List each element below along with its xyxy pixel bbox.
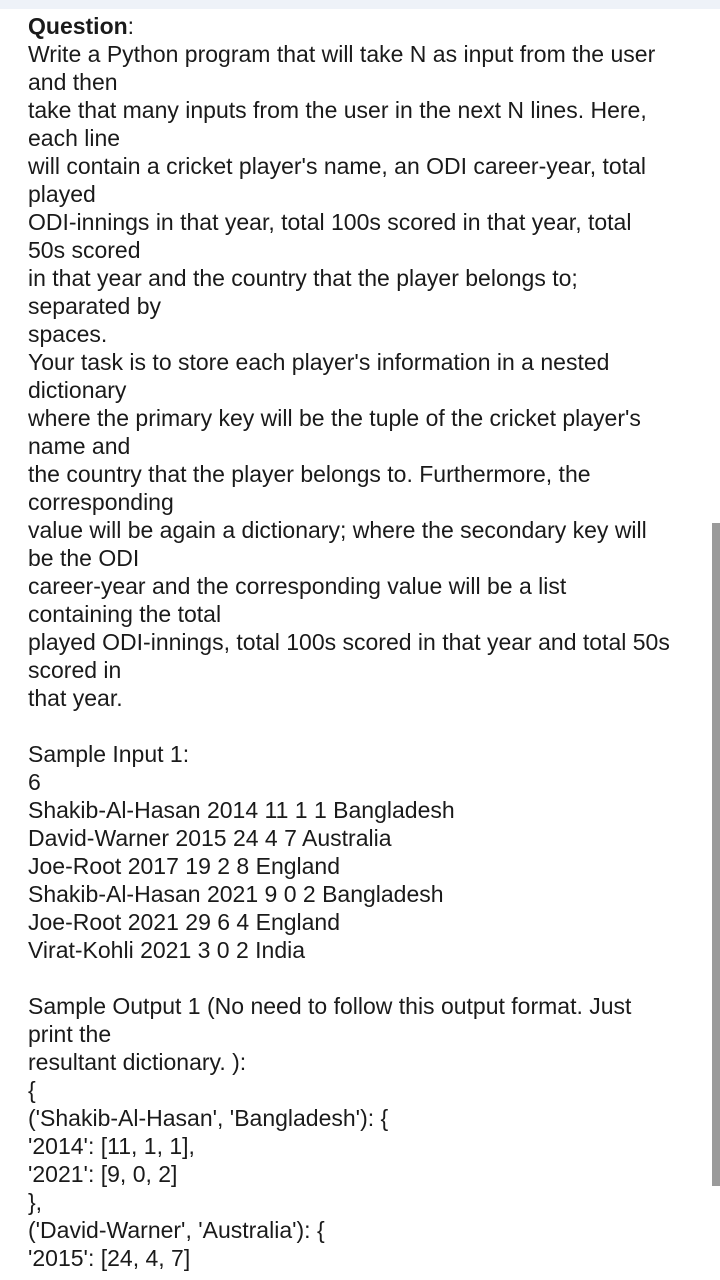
question-line: corresponding <box>28 489 174 515</box>
sample-output-heading: resultant dictionary. ): <box>28 1049 247 1075</box>
sample-output-line: ('David-Warner', 'Australia'): { <box>28 1217 325 1243</box>
top-status-strip <box>0 0 720 9</box>
question-line: that year. <box>28 685 123 711</box>
sample-output-section <box>28 992 712 1272</box>
question-colon: : <box>127 13 135 39</box>
sample-input-line: David-Warner 2015 24 4 7 Australia <box>28 825 392 851</box>
question-line: the country that the player belongs to. Furthermore, the <box>28 461 591 487</box>
question-line: name and <box>28 433 131 459</box>
question-line: played <box>28 181 96 207</box>
sample-output-line: }, <box>28 1189 43 1215</box>
question-line: career-year and the corresponding value will be a list <box>28 573 567 599</box>
sample-output-line: { <box>28 1077 36 1103</box>
vertical-scrollbar[interactable] <box>712 523 720 1186</box>
sample-output-heading: print the <box>28 1021 112 1047</box>
sample-input-line: Shakib-Al-Hasan 2021 9 0 2 Bangladesh <box>28 881 444 907</box>
question-line: 50s scored <box>28 237 141 263</box>
question-line: and then <box>28 69 118 95</box>
sample-input-section <box>28 740 712 964</box>
question-line: Your task is to store each player's information in a nested <box>28 349 610 375</box>
question-line: each line <box>28 125 121 151</box>
question-line: dictionary <box>28 377 127 403</box>
question-body <box>28 40 712 712</box>
sample-input-line: Joe-Root 2017 19 2 8 England <box>28 853 341 879</box>
sample-output-heading: Sample Output 1 (No need to follow this output format. Just <box>28 993 632 1019</box>
question-line: ODI-innings in that year, total 100s scored in that year, total <box>28 209 632 235</box>
question-line: scored in <box>28 657 122 683</box>
question-line: value will be again a dictionary; where the secondary key will <box>28 517 647 543</box>
question-line: in that year and the country that the player belongs to; <box>28 265 578 291</box>
question-line: where the primary key will be the tuple of the cricket player's <box>28 405 641 431</box>
sample-output-line: '2021': [9, 0, 2] <box>28 1161 178 1187</box>
question-heading <box>28 12 712 40</box>
question-line: separated by <box>28 293 161 319</box>
question-document <box>28 12 712 1272</box>
sample-input-line: Joe-Root 2021 29 6 4 England <box>28 909 341 935</box>
question-line: take that many inputs from the user in the next N lines. Here, <box>28 97 647 123</box>
sample-output-line: '2015': [24, 4, 7] <box>28 1245 191 1271</box>
question-line: Write a Python program that will take N as input from the user <box>28 41 656 67</box>
sample-input-line: Virat-Kohli 2021 3 0 2 India <box>28 937 306 963</box>
spacer <box>28 964 712 992</box>
question-line: containing the total <box>28 601 222 627</box>
sample-input-line: 6 <box>28 769 41 795</box>
question-line: be the ODI <box>28 545 140 571</box>
question-line: played ODI-innings, total 100s scored in that year and total 50s <box>28 629 670 655</box>
sample-output-line: ('Shakib-Al-Hasan', 'Bangladesh'): { <box>28 1105 389 1131</box>
sample-output-line: '2014': [11, 1, 1], <box>28 1133 195 1159</box>
question-line: spaces. <box>28 321 108 347</box>
question-label: Question <box>28 13 128 39</box>
sample-input-line: Shakib-Al-Hasan 2014 11 1 1 Bangladesh <box>28 797 455 823</box>
spacer <box>28 712 712 740</box>
sample-input-heading: Sample Input 1: <box>28 741 190 767</box>
question-line: will contain a cricket player's name, an ODI career-year, total <box>28 153 646 179</box>
